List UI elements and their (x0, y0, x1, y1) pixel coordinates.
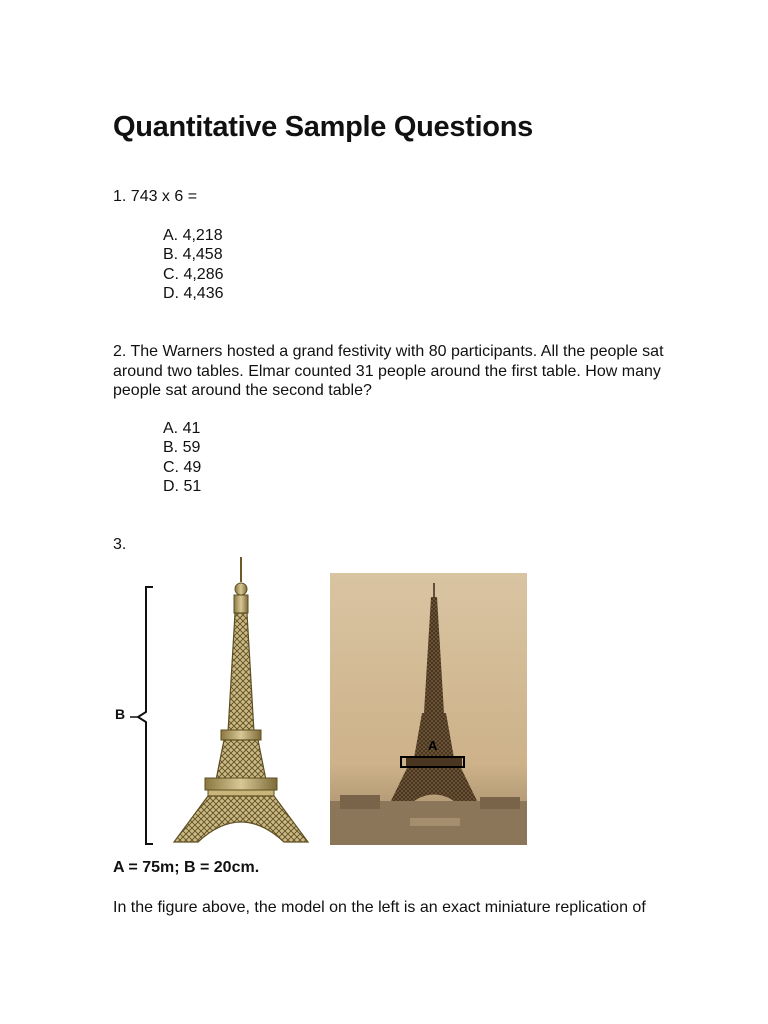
option-c: C. 4,286 (163, 265, 224, 283)
question-1-options (163, 226, 223, 303)
tower-photo (330, 573, 527, 845)
option-a: A. 41 (163, 420, 201, 437)
bracket (138, 587, 153, 844)
page-title: Quantitative Sample Questions (113, 111, 533, 143)
tower-model-figure (108, 552, 323, 852)
option-d: D. 51 (163, 477, 202, 495)
option-c: C. 49 (163, 458, 202, 476)
photo-label: A (428, 738, 438, 753)
option-a: A. 4,218 (163, 227, 223, 244)
question-2-options (163, 419, 201, 496)
figure-caption: A = 75m; B = 20cm. (113, 859, 260, 876)
question-3-text: In the figure above, the model on the left is an exact miniature replication of (113, 899, 646, 916)
question-1-text: 1. 743 x 6 = (113, 188, 198, 205)
model-label: B (115, 706, 126, 722)
option-d: D. 4,436 (163, 284, 224, 302)
question-2-text: 2. The Warners hosted a grand festivity with 80 participants. All the people sat around two tables. Elmar counted 31 people around the first table. How many people sat around the second table? (113, 343, 664, 399)
question-3-number: 3. (113, 536, 127, 553)
option-b: B. 59 (163, 439, 201, 457)
option-b: B. 4,458 (163, 246, 223, 264)
